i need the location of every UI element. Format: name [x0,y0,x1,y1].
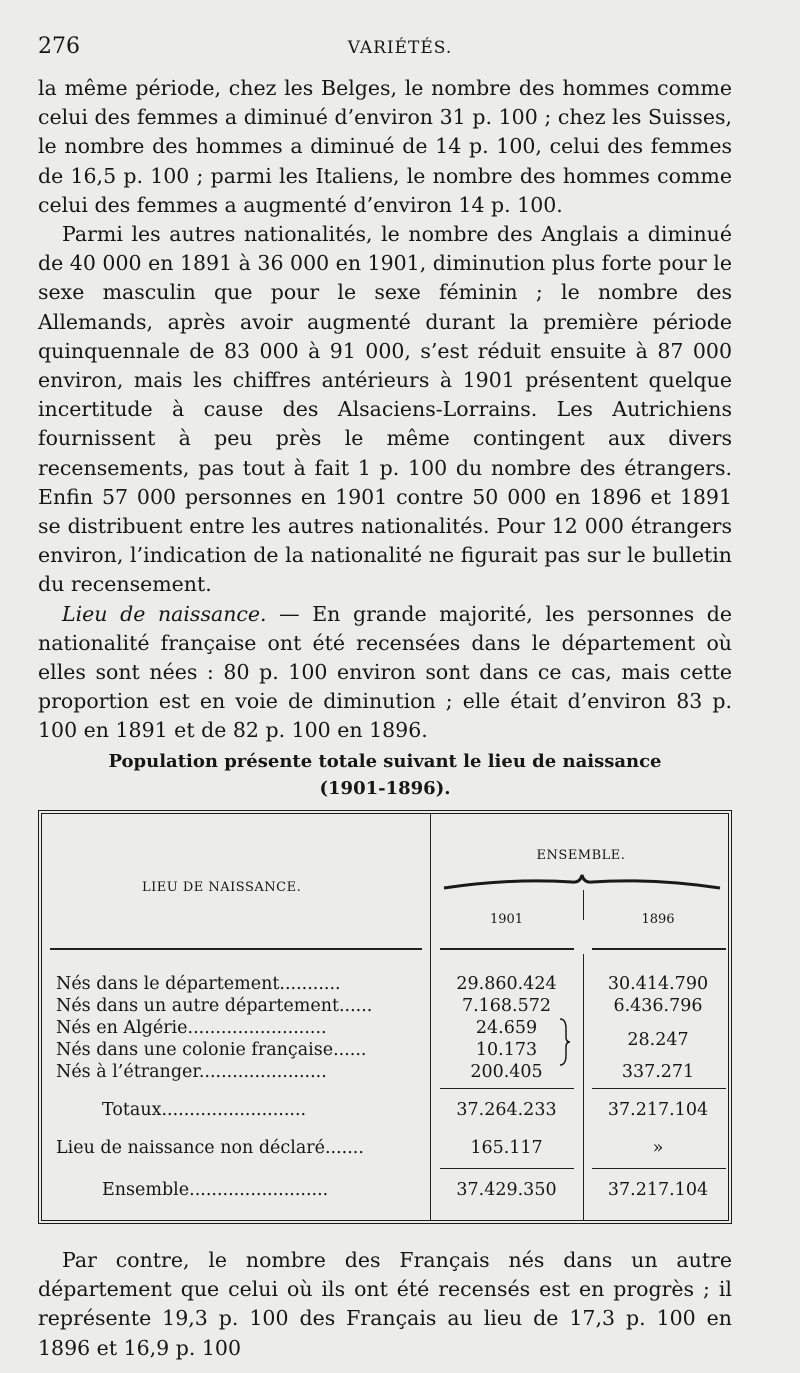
row-label: Lieu de naissance non déclaré....... [56,1138,364,1158]
table-row [56,994,720,1018]
row-label: Nés dans une colonie française...... [56,1040,367,1060]
row-value-1901: 37.429.350 [456,1180,557,1200]
row-value-1901: 10.173 [475,1040,538,1060]
total-rule [592,1168,726,1169]
table-row-non-declare [56,1136,720,1160]
header-rule [440,948,574,950]
row-value-1901: 29.860.424 [456,974,557,994]
row-label: Totaux.......................... [102,1100,307,1120]
running-title: VARIÉTÉS. [347,38,453,58]
row-label: Nés dans un autre département...... [56,996,373,1016]
row-value-1901: 200.405 [470,1062,543,1082]
table-row-ensemble [56,1178,720,1202]
subtotal-rule [440,1088,574,1089]
table-title [38,748,732,802]
table-title-line2: (1901-1896). [319,778,451,799]
paragraph-autres-nationalites: Parmi les autres nationalités, le nombre des Anglais a diminué de 40 000 en 1891 à 36 000 en 1901, diminution plus forte pour le sexe masculin que pour le sexe féminin ; le nombre des Allemands, après avoir augmenté durant la première période quinquennale de 83 000 à 91 000, s’est réduit ensuite à 87 000 environ, mais les chiffres antérieurs à 1901 présentent quelque incertitude à cause des Alsaciens-Lorrains. Les Autrichiens fournissent à peu près le même contingent aux divers recensements, pas tout à fait 1 p. 100 du nombre des étrangers. Enfin 57 000 personnes en 1901 contre 50 000 en 1896 et 1891 se distribuent entre les autres nationalités. Pour 12 000 étrangers environ, l’indication de la nationalité ne figurait pas sur le bulletin du recensement. [38,222,732,597]
table-row [56,1038,720,1062]
row-label: Ensemble......................... [102,1180,329,1200]
row-value-1896: 337.271 [621,1062,695,1082]
row-value-1901: 37.264.233 [456,1100,557,1120]
page-number: 276 [38,34,80,59]
table-row-totaux [56,1098,720,1122]
row-value-1896: 37.217.104 [607,1180,709,1200]
paragraph-par-contre: Par contre, le nombre des Français nés dans un autre département que celui où ils ont été recensés est en progrès ; il représente 19,3 p. 100 des Français au lieu de 17,3 p. 100 en 1896 et 16,9 p. 100 [38,1248,732,1360]
subtotal-rule [592,1088,726,1089]
row-value-1901: 24.659 [475,1018,538,1038]
row-value-1901: 7.168.572 [461,996,552,1016]
row-label: Nés en Algérie......................... [56,1018,327,1038]
row-label: Nés à l’étranger....................... [56,1062,327,1082]
body-text-bottom [38,1246,732,1363]
table-title-line1: Population présente totale suivant le lieu de naissance [108,751,662,772]
header-lieu-de-naissance: LIEU DE NAISSANCE. [142,880,302,895]
body-text-top [38,74,732,746]
row-label: Nés dans le département........... [56,974,341,994]
row-value-1896: 30.414.790 [607,974,709,994]
header-year-1896: 1896 [641,912,675,927]
page-header [38,34,762,66]
header-rule [50,948,422,950]
population-table [38,810,732,1224]
paragraph-lieu-rest: — En grande majorité, les personnes de nationalité française ont été recensées dans le département où elles sont nées : 80 p. 100 environ sont dans ce cas, mais cette proportion est en voie de diminution ; elle était d’environ 83 p. 100 en 1891 et de 82 p. 100 en 1896. [38,601,732,743]
row-value-1901: 165.117 [470,1138,543,1158]
header-rule [592,948,726,950]
paragraph-lead-italic: Lieu de naissance. [62,601,267,626]
row-value-1896: 28.247 [627,1030,689,1050]
table-row [56,1060,720,1084]
header-year-1901: 1901 [489,912,524,927]
paragraph-lieu-de-naissance [38,600,732,746]
header-brace-icon [442,872,722,892]
row-value-1896: 6.436.796 [613,996,703,1016]
total-rule [440,1168,574,1169]
row-value-1896: » [652,1138,664,1158]
row-value-1896: 37.217.104 [607,1100,709,1120]
paragraph-belges-suisses: la même période, chez les Belges, le nombre des hommes comme celui des femmes a diminué d’environ 31 p. 100 ; chez les Suisses, le nombre des hommes a diminué de 14 p. 100, celui des femmes de 16,5 p. 100 ; parmi les Italiens, le nombre des hommes comme celui des femmes a augmenté d’environ 14 p. 100. [38,76,732,217]
table-row [56,972,720,996]
header-ensemble: ENSEMBLE. [536,848,626,863]
